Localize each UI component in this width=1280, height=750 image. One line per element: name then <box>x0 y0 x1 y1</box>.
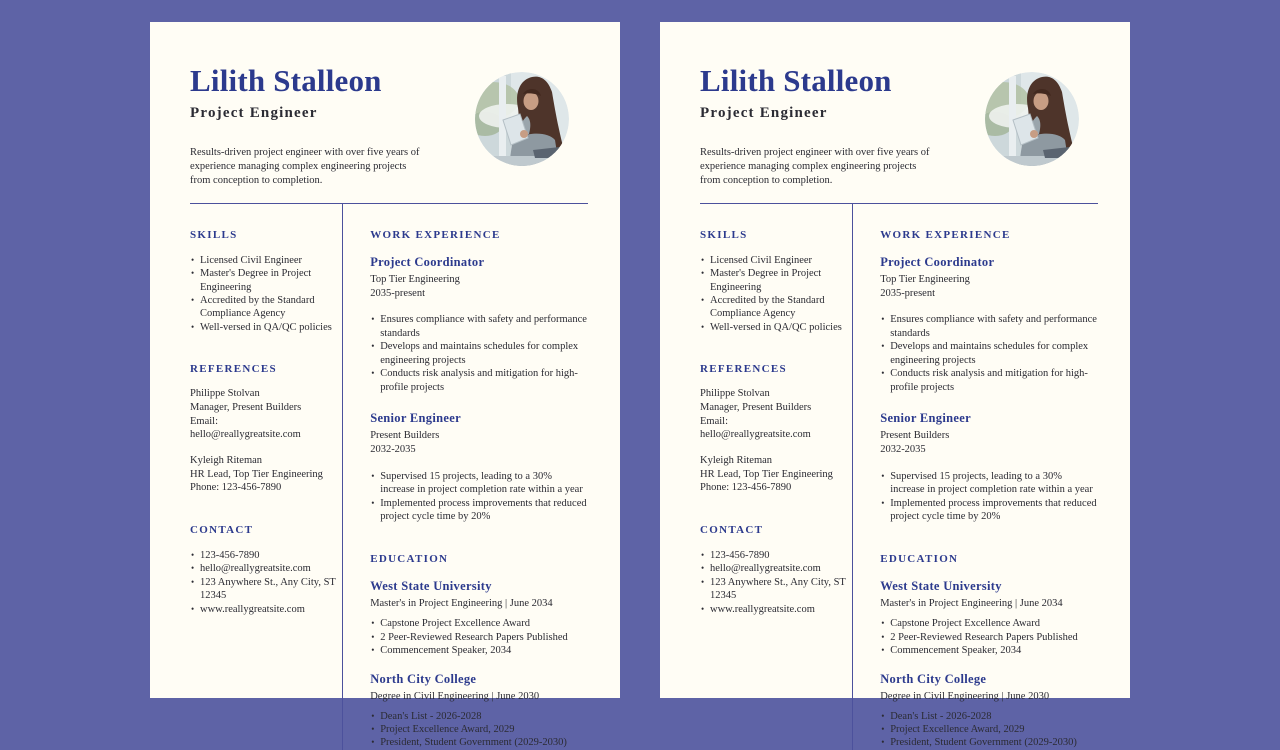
job-bullet: • Implemented process improvements that reduced project cycle time by 20% <box>370 497 588 524</box>
reference-entry <box>700 387 846 442</box>
job-company: Top Tier Engineering <box>370 273 460 285</box>
contact-heading: CONTACT <box>190 523 254 536</box>
resume-page <box>150 22 620 749</box>
reference-name: Philippe Stolvan <box>700 388 770 400</box>
woman-with-tablet-photo-illustration <box>985 72 1079 166</box>
header-text-block <box>700 64 948 188</box>
reference-entry <box>700 454 846 495</box>
person-job-title: Project Engineer <box>190 105 318 122</box>
skill-item: • Master's Degree in Project Engineering <box>700 267 846 294</box>
summary-paragraph: Results-driven project engineer with over five years of experience managing complex engineering projects from conception to completion. <box>700 147 930 186</box>
school-bullet: • Capstone Project Excellence Award <box>880 617 1098 630</box>
job-bullet: • Conducts risk analysis and mitigation for high-profile projects <box>370 367 588 394</box>
contact-address: • 123 Anywhere St., Any City, ST 12345 <box>190 576 336 603</box>
resume-header <box>190 64 588 188</box>
job-dates: 2035-present <box>370 287 426 299</box>
job-entry <box>370 411 588 523</box>
school-name: North City College <box>880 671 987 686</box>
school-bullet-list <box>370 617 588 657</box>
school-bullet: • Dean's List - 2026-2028 <box>880 710 1098 723</box>
job-bullet: • Supervised 15 projects, leading to a 30% increase in project completion rate within a year <box>880 470 1098 497</box>
woman-with-tablet-photo-illustration <box>475 72 569 166</box>
experience-heading: WORK EXPERIENCE <box>370 228 501 241</box>
reference-name: Kyleigh Riteman <box>700 454 773 466</box>
contact-list <box>700 549 846 616</box>
job-bullet: • Develops and maintains schedules for complex engineering projects <box>370 340 588 367</box>
school-bullet-list <box>880 710 1098 750</box>
references-heading: REFERENCES <box>700 363 787 376</box>
school-bullet: • Commencement Speaker, 2034 <box>880 644 1098 657</box>
summary-paragraph: Results-driven project engineer with over five years of experience managing complex engineering projects from conception to completion. <box>190 147 420 186</box>
contact-list <box>190 549 336 616</box>
school-bullet: • Commencement Speaker, 2034 <box>370 644 588 657</box>
skill-item: • Well-versed in QA/QC policies <box>700 321 846 334</box>
reference-contact-label: Email: <box>700 415 728 427</box>
contact-phone: • 123-456-7890 <box>700 549 846 562</box>
school-bullet: • Dean's List - 2026-2028 <box>370 710 588 723</box>
resume-page-copy <box>660 22 1130 749</box>
skill-item: • Master's Degree in Project Engineering <box>190 267 336 294</box>
education-heading: EDUCATION <box>370 553 449 566</box>
school-name: North City College <box>370 671 477 686</box>
contact-address: • 123 Anywhere St., Any City, ST 12345 <box>700 576 846 603</box>
job-bullet: • Develops and maintains schedules for complex engineering projects <box>880 340 1098 367</box>
right-column <box>343 204 588 750</box>
resume-body-columns <box>190 204 588 750</box>
school-entry <box>370 579 588 657</box>
right-column <box>853 204 1098 750</box>
skills-heading: SKILLS <box>190 228 238 241</box>
job-bullet: • Conducts risk analysis and mitigation for high-profile projects <box>880 367 1098 394</box>
school-bullet-list <box>880 617 1098 657</box>
school-degree: Degree in Civil Engineering | June 2030 <box>370 690 540 702</box>
job-bullet-list <box>880 313 1098 394</box>
job-company: Present Builders <box>370 430 440 442</box>
job-dates: 2035-present <box>880 287 936 299</box>
left-column <box>700 204 852 750</box>
school-degree: Master's in Project Engineering | June 2034 <box>370 598 553 610</box>
profile-photo <box>985 72 1079 166</box>
job-entry <box>370 255 588 394</box>
job-entry <box>880 411 1098 523</box>
person-name: Lilith Stalleon <box>700 63 892 98</box>
header-text-block <box>190 64 438 188</box>
person-job-title: Project Engineer <box>700 105 828 122</box>
reference-role: Manager, Present Builders <box>190 401 302 413</box>
job-bullet: • Ensures compliance with safety and performance standards <box>880 313 1098 340</box>
reference-name: Philippe Stolvan <box>190 388 260 400</box>
school-entry <box>880 672 1098 750</box>
skill-item: • Licensed Civil Engineer <box>700 254 846 267</box>
reference-contact-label: Email: <box>190 415 218 427</box>
school-name: West State University <box>370 579 492 594</box>
reference-entry <box>190 454 336 495</box>
job-title: Project Coordinator <box>370 254 485 269</box>
school-bullet: • 2 Peer-Reviewed Research Papers Published <box>880 631 1098 644</box>
job-title: Senior Engineer <box>880 411 971 426</box>
job-dates: 2032-2035 <box>370 443 416 455</box>
reference-contact-value: hello@reallygreatsite.com <box>190 429 301 441</box>
job-bullet-list <box>370 470 588 524</box>
resume-body-columns <box>700 204 1098 750</box>
reference-contact-value: hello@reallygreatsite.com <box>700 429 811 441</box>
school-bullet: • Project Excellence Award, 2029 <box>370 723 588 736</box>
school-bullet-list <box>370 710 588 750</box>
references-heading: REFERENCES <box>190 363 277 376</box>
school-entry <box>880 579 1098 657</box>
job-bullet-list <box>880 470 1098 524</box>
school-entry <box>370 672 588 750</box>
skill-item: • Licensed Civil Engineer <box>190 254 336 267</box>
reference-role: HR Lead, Top Tier Engineering <box>190 468 323 480</box>
job-entry <box>880 255 1098 394</box>
skill-item: • Well-versed in QA/QC policies <box>190 321 336 334</box>
job-title: Senior Engineer <box>370 411 461 426</box>
left-column <box>190 204 342 750</box>
skills-list <box>700 254 846 335</box>
school-name: West State University <box>880 579 1002 594</box>
job-company: Top Tier Engineering <box>880 273 970 285</box>
contact-phone: • 123-456-7890 <box>190 549 336 562</box>
contact-email: • hello@reallygreatsite.com <box>190 562 336 575</box>
person-name: Lilith Stalleon <box>190 63 382 98</box>
school-bullet: • 2 Peer-Reviewed Research Papers Published <box>370 631 588 644</box>
contact-email: • hello@reallygreatsite.com <box>700 562 846 575</box>
reference-role: Manager, Present Builders <box>700 401 812 413</box>
skill-item: • Accredited by the Standard Compliance Agency <box>700 294 846 321</box>
profile-photo <box>475 72 569 166</box>
skills-list <box>190 254 336 335</box>
job-title: Project Coordinator <box>880 254 995 269</box>
school-bullet: • Capstone Project Excellence Award <box>370 617 588 630</box>
school-degree: Master's in Project Engineering | June 2034 <box>880 598 1063 610</box>
skill-item: • Accredited by the Standard Compliance Agency <box>190 294 336 321</box>
job-bullet: • Supervised 15 projects, leading to a 30% increase in project completion rate within a year <box>370 470 588 497</box>
reference-contact-value: Phone: 123-456-7890 <box>190 482 282 494</box>
job-bullet: • Implemented process improvements that reduced project cycle time by 20% <box>880 497 1098 524</box>
contact-website: • www.reallygreatsite.com <box>700 603 846 616</box>
reference-contact-value: Phone: 123-456-7890 <box>700 482 792 494</box>
reference-role: HR Lead, Top Tier Engineering <box>700 468 833 480</box>
school-bullet: • President, Student Government (2029-2030) <box>370 736 588 749</box>
school-degree: Degree in Civil Engineering | June 2030 <box>880 690 1050 702</box>
job-bullet: • Ensures compliance with safety and performance standards <box>370 313 588 340</box>
school-bullet: • President, Student Government (2029-2030) <box>880 736 1098 749</box>
education-heading: EDUCATION <box>880 553 959 566</box>
reference-name: Kyleigh Riteman <box>190 454 263 466</box>
job-bullet-list <box>370 313 588 394</box>
contact-website: • www.reallygreatsite.com <box>190 603 336 616</box>
job-company: Present Builders <box>880 430 950 442</box>
experience-heading: WORK EXPERIENCE <box>880 228 1011 241</box>
skills-heading: SKILLS <box>700 228 748 241</box>
reference-entry <box>190 387 336 442</box>
contact-heading: CONTACT <box>700 523 764 536</box>
resume-header <box>700 64 1098 188</box>
school-bullet: • Project Excellence Award, 2029 <box>880 723 1098 736</box>
job-dates: 2032-2035 <box>880 443 926 455</box>
